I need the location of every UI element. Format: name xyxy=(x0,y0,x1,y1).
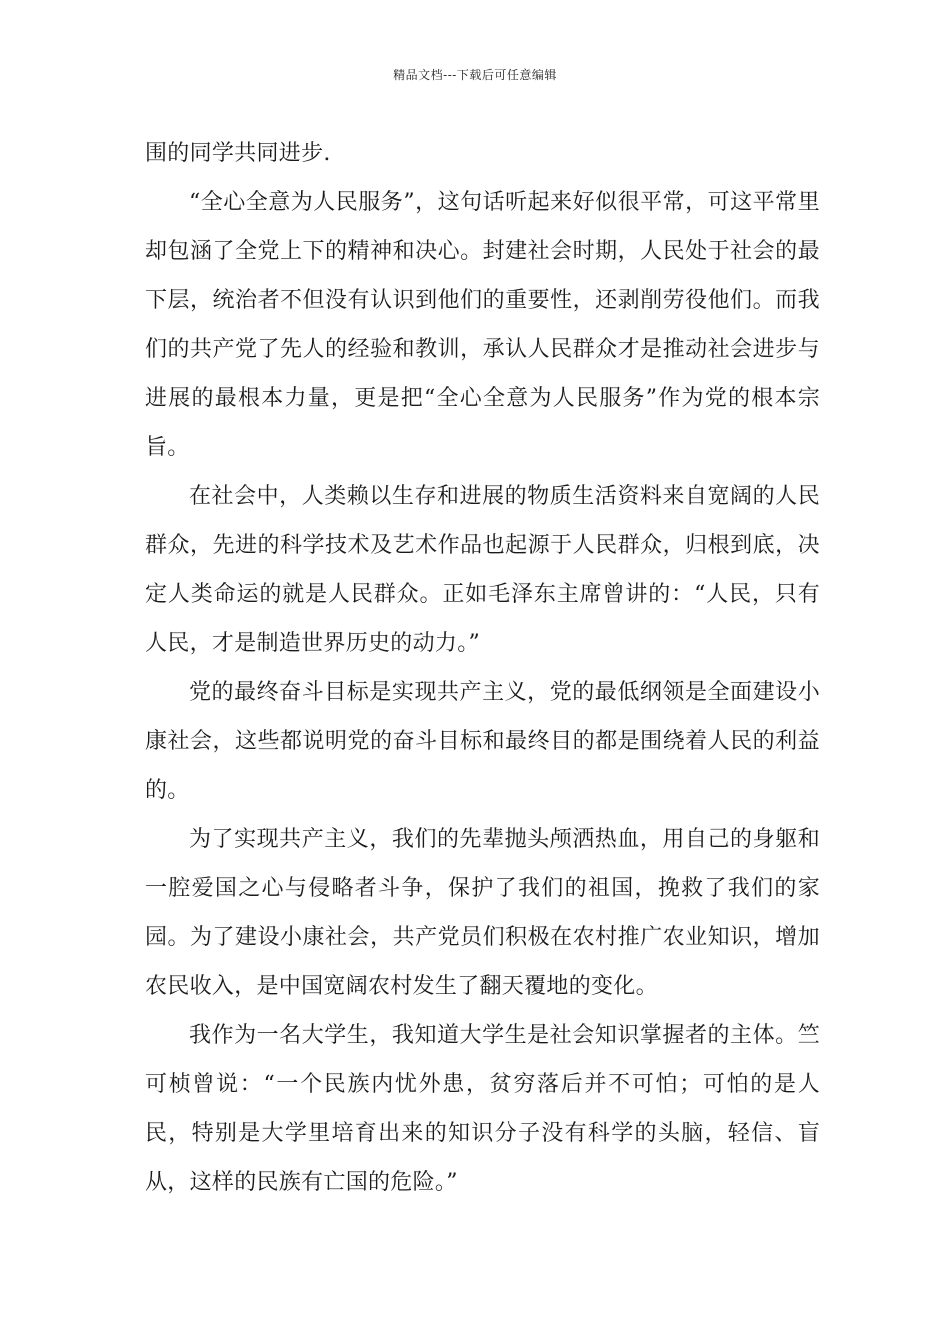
document-body xyxy=(145,129,820,1207)
paragraph-5: 为了实现共产主义，我们的先辈抛头颅洒热血，用自己的身躯和一腔爱国之心与侵略者斗争，保护了我们的祖国，挽救了我们的家园。为了建设小康社会，共产党员们积极在农村推广农业知识，增加农民收入，是中国宽阔农村发生了翻天覆地的变化。 xyxy=(145,827,820,999)
paragraph-4: 党的最终奋斗目标是实现共产主义，党的最低纲领是全面建设小康社会，这些都说明党的奋斗目标和最终目的都是围绕着人民的利益的。 xyxy=(145,680,820,803)
page-header: 精品文档---下载后可任意编辑 xyxy=(393,68,557,82)
paragraph-6: 我作为一名大学生，我知道大学生是社会知识掌握者的主体。竺可桢曾说：“一个民族内忧外患，贫穷落后并不可怕；可怕的是人民，特别是大学里培育出来的知识分子没有科学的头脑，轻信、盲从，这样的民族有亡国的危险。” xyxy=(145,1023,820,1195)
paragraph-2: “全心全意为人民服务”，这句话听起来好似很平常，可这平常里却包涵了全党上下的精神和决心。封建社会时期，人民处于社会的最下层，统治者不但没有认识到他们的重要性，还剥削劳役他们。而我们的共产党了先人的经验和教训，承认人民群众才是推动社会进步与进展的最根本力量，更是把“全心全意为人民服务”作为党的根本宗旨。 xyxy=(145,190,820,460)
paragraph-3: 在社会中，人类赖以生存和进展的物质生活资料来自宽阔的人民群众，先进的科学技术及艺术作品也起源于人民群众，归根到底，决定人类命运的就是人民群众。正如毛泽东主席曾讲的：“人民，只有人民，才是制造世界历史的动力。” xyxy=(145,484,820,656)
paragraph-1: 围的同学共同进步. xyxy=(145,141,331,166)
